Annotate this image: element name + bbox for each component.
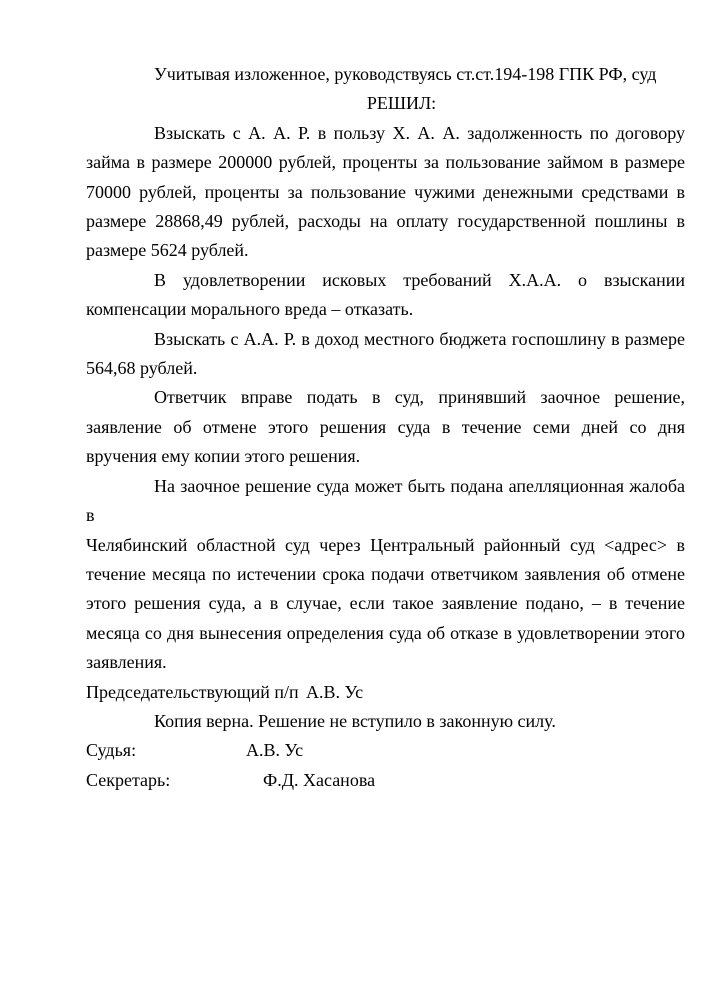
paragraph bbox=[86, 119, 685, 266]
paragraph-line: 564,68 рублей. bbox=[86, 358, 198, 379]
paragraph-line: Взыскать с А.А. Р. в доход местного бюджета госпошлину в размере bbox=[154, 328, 685, 349]
document-body bbox=[86, 60, 685, 795]
paragraph-line: вручения ему копии этого решения. bbox=[86, 446, 361, 467]
paragraph-line: В удовлетворении исковых требований Х.А.А. о взыскании bbox=[154, 269, 685, 290]
text-line: Копия верна. Решение не вступило в законную силу. bbox=[154, 710, 556, 731]
paragraph-line: этого решения суда, а в случае, если такое заявление подано, – в течение bbox=[86, 593, 685, 614]
paragraph-line: компенсации морального вреда – отказать. bbox=[86, 299, 414, 320]
paragraph bbox=[86, 266, 685, 325]
signature-value: А.В. Ус bbox=[246, 740, 304, 761]
signature-label: Судья: bbox=[86, 740, 137, 761]
signature-value: А.В. Ус bbox=[306, 681, 364, 702]
paragraph-line: Челябинский областной суд через Центральный районный суд <адрес> в bbox=[86, 534, 685, 555]
presiding-judge-line bbox=[86, 678, 685, 707]
paragraph bbox=[86, 383, 685, 471]
paragraph bbox=[86, 472, 685, 678]
paragraph-line: займа в размере 200000 рублей, проценты за пользование займом в размере bbox=[86, 152, 685, 173]
paragraph-line: На заочное решение суда может быть подана апелляционная жалоба в bbox=[86, 475, 685, 526]
paragraph-line: Ответчик вправе подать в суд, принявший заочное решение, bbox=[154, 387, 685, 408]
paragraph-line: размере 5624 рублей. bbox=[86, 240, 249, 261]
paragraph-line: Взыскать с А. А. Р. в пользу Х. А. А. задолженность по договору bbox=[154, 122, 685, 143]
signature-label: Секретарь: bbox=[86, 769, 171, 790]
judge-line bbox=[86, 736, 685, 765]
ruling-heading: РЕШИЛ: bbox=[366, 93, 437, 114]
paragraph-line: месяца со дня вынесения определения суда об отказе в удовлетворении этого bbox=[86, 622, 685, 643]
signature-label: Председательствующий п/п bbox=[86, 681, 299, 702]
paragraph-line: течение месяца по истечении срока подачи ответчиком заявления об отмене bbox=[86, 563, 685, 584]
text-line: Учитывая изложенное, руководствуясь ст.ст.194-198 ГПК РФ, суд bbox=[154, 64, 657, 84]
secretary-line bbox=[86, 766, 685, 795]
paragraph-line: заявления. bbox=[86, 652, 167, 673]
paragraph-line: размере 28868,49 рублей, расходы на оплату государственной пошлины в bbox=[86, 211, 685, 232]
signature-value: Ф.Д. Хасанова bbox=[263, 769, 376, 790]
paragraph-line: заявление об отмене этого решения суда в течение семи дней со дня bbox=[86, 416, 685, 437]
paragraph-line: 70000 рублей, проценты за пользование чужими денежными средствами в bbox=[86, 181, 685, 202]
paragraph bbox=[86, 325, 685, 384]
